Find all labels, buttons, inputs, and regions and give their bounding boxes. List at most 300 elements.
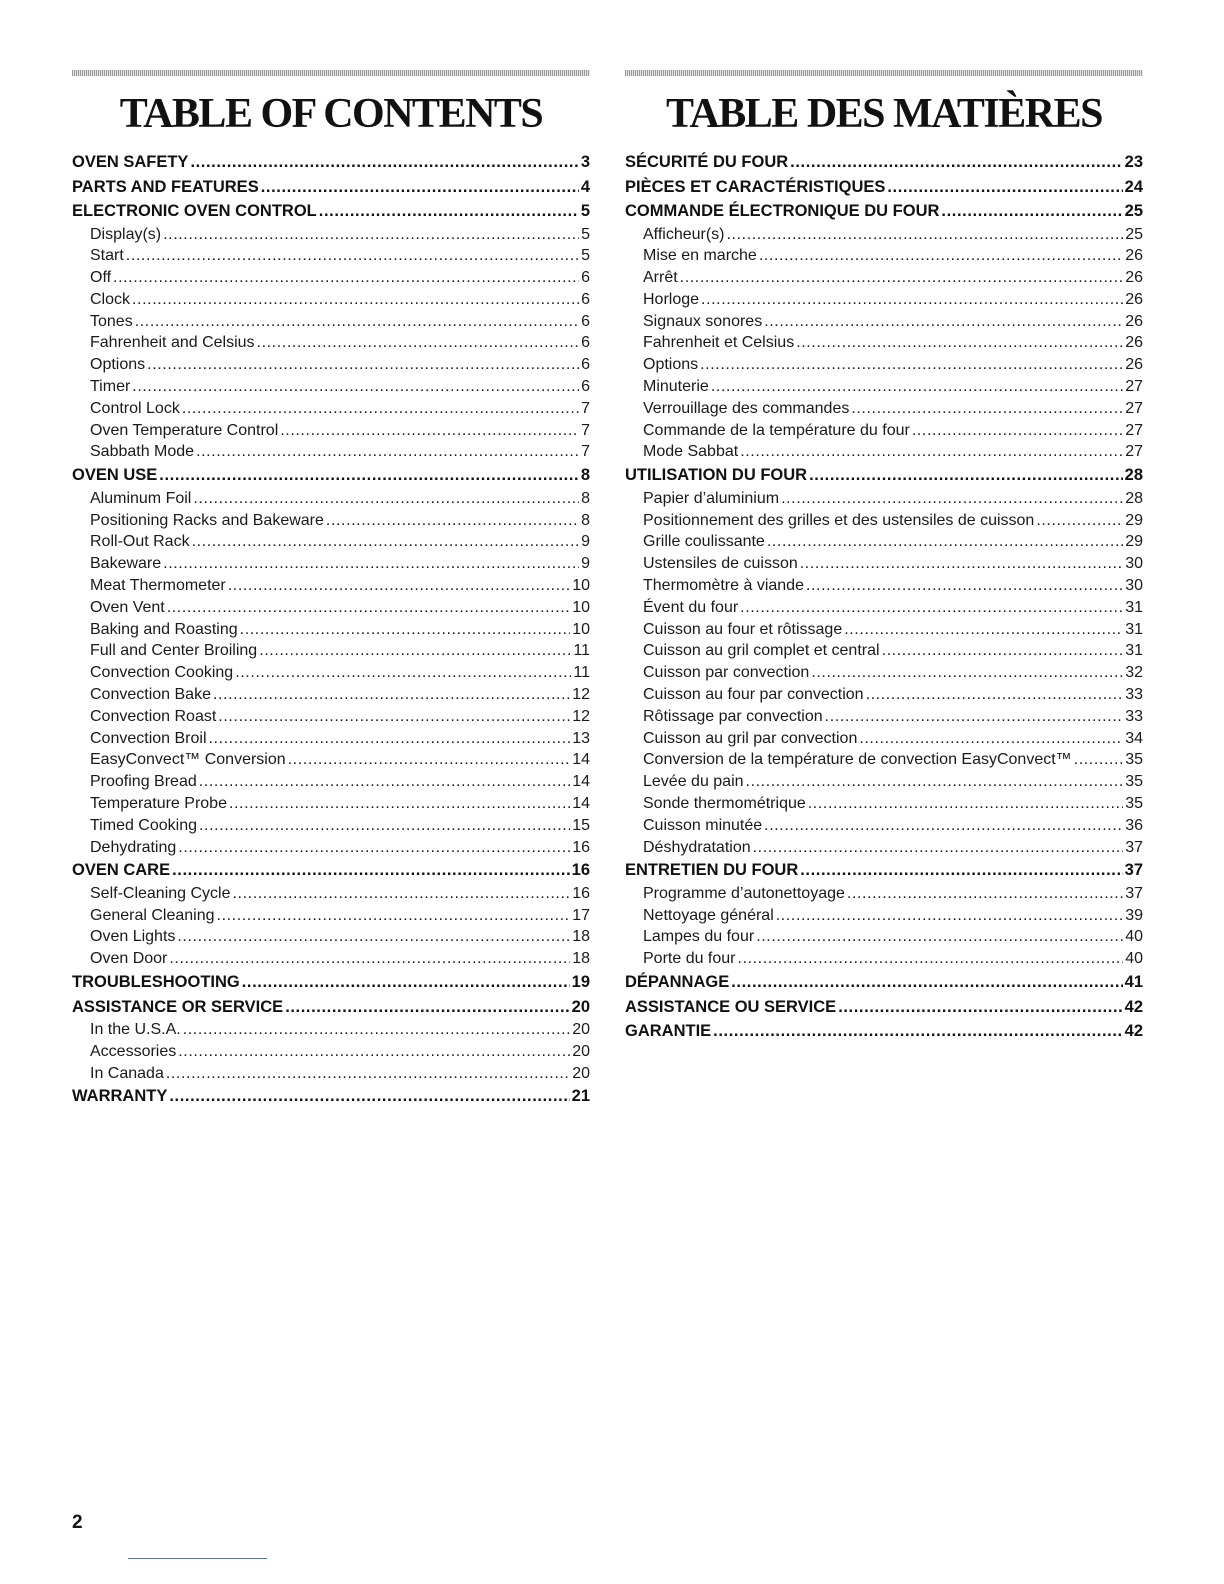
entry-label: Sonde thermométrique — [643, 794, 806, 812]
dot-leader — [167, 597, 570, 619]
dot-leader — [781, 488, 1123, 510]
toc-subsection-entry — [625, 905, 1143, 927]
entry-page-number: 6 — [581, 269, 590, 287]
dot-leader — [740, 597, 1123, 619]
entry-label: Signaux sonores — [643, 312, 763, 330]
toc-subsection-entry — [72, 224, 590, 246]
dot-leader — [767, 531, 1123, 553]
entry-label: Control Lock — [90, 399, 180, 417]
header-rule — [625, 70, 1143, 76]
toc-subsection-entry — [72, 905, 590, 927]
dot-leader — [882, 640, 1124, 662]
entry-label: ASSISTANCE OU SERVICE — [625, 997, 837, 1016]
entry-label: Options — [90, 356, 146, 374]
entry-label: Papier d’aluminium — [643, 489, 780, 507]
dot-leader — [217, 905, 571, 927]
entry-page-number: 13 — [572, 729, 590, 747]
dot-leader — [132, 289, 579, 311]
entry-page-number: 41 — [1124, 973, 1143, 991]
dot-leader — [233, 883, 571, 905]
entry-page-number: 5 — [581, 225, 590, 243]
toc-subsection-entry — [72, 1019, 590, 1041]
dot-leader — [838, 995, 1122, 1020]
dot-leader — [183, 1019, 570, 1041]
toc-subsection-entry — [625, 815, 1143, 837]
toc-section-entry — [625, 1019, 1143, 1044]
entry-label: Cuisson au gril par convection — [643, 729, 858, 747]
toc-subsection-entry — [72, 883, 590, 905]
entry-label: Minuterie — [643, 378, 709, 396]
dot-leader — [806, 575, 1123, 597]
dot-leader — [126, 245, 579, 267]
toc-section-entry — [72, 150, 590, 175]
entry-page-number: 33 — [1125, 707, 1143, 725]
dot-leader — [825, 706, 1124, 728]
toc-subsection-entry — [625, 398, 1143, 420]
toc-subsection-entry — [625, 332, 1143, 354]
entry-label: Cuisson par convection — [643, 664, 810, 682]
entry-label: Oven Door — [90, 950, 168, 968]
toc-subsection-entry — [72, 706, 590, 728]
dot-leader — [132, 376, 579, 398]
dot-leader — [259, 640, 571, 662]
dot-leader — [213, 684, 570, 706]
toc-subsection-entry — [625, 488, 1143, 510]
toc-subsection-entry — [625, 926, 1143, 948]
toc-subsection-entry — [72, 267, 590, 289]
dot-leader — [776, 905, 1123, 927]
entry-page-number: 9 — [581, 533, 590, 551]
entry-page-number: 42 — [1124, 997, 1143, 1016]
entry-label: Cuisson minutée — [643, 816, 763, 834]
toc-section-entry — [72, 1084, 590, 1109]
toc-subsection-entry — [72, 597, 590, 619]
entry-page-number: 6 — [581, 334, 590, 352]
dot-leader — [764, 311, 1123, 333]
entry-page-number: 14 — [572, 751, 590, 769]
entry-label: Start — [90, 247, 124, 265]
entry-label: OVEN CARE — [72, 861, 171, 880]
toc-subsection-entry — [625, 837, 1143, 859]
toc-title: TABLE DES MATIÈRES — [666, 91, 1102, 137]
dot-leader — [759, 245, 1123, 267]
dot-leader — [680, 267, 1124, 289]
toc-subsection-entry — [72, 376, 590, 398]
dot-leader — [196, 441, 579, 463]
entry-label: OVEN SAFETY — [72, 153, 189, 171]
toc-subsection-entry — [625, 420, 1143, 442]
entry-page-number: 4 — [580, 177, 590, 196]
dot-leader — [169, 948, 570, 970]
dot-leader — [228, 575, 570, 597]
entry-page-number: 24 — [1124, 177, 1143, 196]
entry-page-number: 27 — [1125, 421, 1143, 439]
dot-leader — [182, 398, 579, 420]
entry-label: Thermomètre à viande — [643, 576, 804, 594]
entry-page-number: 31 — [1125, 598, 1143, 616]
entry-label: General Cleaning — [90, 906, 215, 924]
dot-leader — [746, 771, 1124, 793]
entry-page-number: 37 — [1125, 884, 1143, 902]
entry-page-number: 6 — [581, 356, 590, 374]
dot-leader — [135, 311, 579, 333]
entry-page-number: 27 — [1125, 378, 1143, 396]
entry-page-number: 7 — [581, 421, 590, 439]
toc-subsection-entry — [625, 354, 1143, 376]
dot-leader — [800, 858, 1122, 883]
toc-subsection-entry — [72, 289, 590, 311]
entry-page-number: 16 — [572, 838, 590, 856]
entry-page-number: 21 — [571, 1087, 590, 1106]
dot-leader — [280, 420, 579, 442]
dot-leader — [808, 793, 1123, 815]
contents-column-french — [625, 70, 1143, 1044]
entry-page-number: 8 — [581, 489, 590, 507]
entry-label: Cuisson au four par convection — [643, 685, 864, 703]
dot-leader — [912, 420, 1123, 442]
page-number: 2 — [72, 1512, 83, 1533]
toc-subsection-entry — [72, 728, 590, 750]
entry-label: Ustensiles de cuisson — [643, 555, 798, 573]
entry-label: Lampes du four — [643, 928, 755, 946]
entry-page-number: 8 — [581, 511, 590, 529]
entry-label: Grille coulissante — [643, 533, 765, 551]
dot-leader — [811, 662, 1123, 684]
dot-leader — [809, 463, 1123, 488]
entry-label: Sabbath Mode — [90, 443, 195, 461]
entry-label: Horloge — [643, 290, 700, 308]
entry-page-number: 19 — [571, 973, 590, 991]
entry-page-number: 39 — [1125, 906, 1143, 924]
dot-leader — [713, 1019, 1122, 1044]
dot-leader — [1074, 749, 1124, 771]
dot-leader — [790, 150, 1122, 175]
entry-label: PIÈCES ET CARACTÉRISTIQUES — [625, 177, 886, 196]
toc-section-entry — [625, 995, 1143, 1020]
entry-label: Oven Lights — [90, 928, 176, 946]
dot-leader — [866, 684, 1124, 706]
entry-label: ENTRETIEN DU FOUR — [625, 861, 799, 880]
dot-leader — [113, 267, 579, 289]
entry-label: Convection Broil — [90, 729, 207, 747]
entry-page-number: 29 — [1125, 511, 1143, 529]
entry-label: Full and Center Broiling — [90, 642, 258, 660]
toc-subsection-entry — [72, 531, 590, 553]
entry-page-number: 12 — [572, 685, 590, 703]
entry-page-number: 30 — [1125, 576, 1143, 594]
toc-section-entry — [72, 858, 590, 883]
entry-label: Oven Vent — [90, 598, 165, 616]
entry-page-number: 14 — [572, 773, 590, 791]
toc-subsection-entry — [72, 311, 590, 333]
toc-list — [625, 150, 1143, 1044]
toc-subsection-entry — [625, 619, 1143, 641]
entry-page-number: 15 — [572, 816, 590, 834]
entry-page-number: 20 — [572, 1064, 590, 1082]
entry-page-number: 32 — [1125, 664, 1143, 682]
toc-subsection-entry — [625, 575, 1143, 597]
toc-section-entry — [72, 995, 590, 1020]
toc-subsection-entry — [625, 441, 1143, 463]
entry-page-number: 11 — [573, 664, 590, 682]
toc-subsection-entry — [625, 706, 1143, 728]
entry-page-number: 10 — [572, 598, 590, 616]
entry-page-number: 40 — [1125, 950, 1143, 968]
entry-label: ELECTRONIC OVEN CONTROL — [72, 202, 317, 220]
entry-page-number: 16 — [571, 861, 590, 880]
entry-label: Verrouillage des commandes — [643, 399, 850, 417]
entry-label: Convection Roast — [90, 707, 217, 725]
dot-leader — [166, 1063, 570, 1085]
entry-label: Options — [643, 356, 699, 374]
entry-label: PARTS AND FEATURES — [72, 177, 259, 196]
toc-subsection-entry — [625, 793, 1143, 815]
entry-page-number: 27 — [1125, 399, 1143, 417]
entry-page-number: 26 — [1125, 247, 1143, 265]
dot-leader — [193, 488, 579, 510]
toc-subsection-entry — [625, 376, 1143, 398]
entry-page-number: 26 — [1125, 356, 1143, 374]
entry-label: Oven Temperature Control — [90, 421, 279, 439]
entry-page-number: 9 — [581, 555, 590, 573]
entry-label: Déshydratation — [643, 838, 751, 856]
entry-page-number: 26 — [1125, 290, 1143, 308]
entry-label: Tones — [90, 312, 133, 330]
entry-page-number: 30 — [1125, 555, 1143, 573]
entry-label: Convection Cooking — [90, 664, 234, 682]
entry-page-number: 28 — [1124, 466, 1143, 485]
entry-label: Commande de la température du four — [643, 421, 910, 439]
entry-label: Positionnement des grilles et des ustensiles de cuisson — [643, 511, 1035, 529]
entry-label: Dehydrating — [90, 838, 177, 856]
toc-subsection-entry — [625, 245, 1143, 267]
entry-label: Nettoyage général — [643, 906, 774, 924]
entry-page-number: 31 — [1125, 642, 1143, 660]
entry-page-number: 5 — [580, 202, 590, 220]
dot-leader — [731, 970, 1122, 995]
dot-leader — [288, 749, 571, 771]
dot-leader — [209, 728, 571, 750]
toc-subsection-entry — [625, 510, 1143, 532]
header-rule — [72, 70, 590, 76]
entry-page-number: 20 — [572, 1021, 590, 1038]
entry-label: Accessories — [90, 1042, 177, 1060]
entry-label: Temperature Probe — [90, 794, 227, 812]
toc-subsection-entry — [72, 662, 590, 684]
entry-label: GARANTIE — [625, 1022, 712, 1040]
entry-page-number: 18 — [572, 928, 590, 946]
toc-subsection-entry — [72, 926, 590, 948]
toc-subsection-entry — [72, 749, 590, 771]
dot-leader — [319, 199, 579, 224]
dot-leader — [711, 376, 1123, 398]
dot-leader — [235, 662, 571, 684]
toc-subsection-entry — [625, 597, 1143, 619]
toc-subsection-entry — [625, 771, 1143, 793]
entry-label: Arrêt — [643, 269, 678, 287]
dot-leader — [941, 199, 1122, 224]
entry-label: Proofing Bread — [90, 773, 197, 791]
dot-leader — [859, 728, 1123, 750]
entry-page-number: 8 — [580, 466, 590, 485]
toc-subsection-entry — [72, 837, 590, 859]
toc-subsection-entry — [72, 510, 590, 532]
toc-subsection-entry — [72, 575, 590, 597]
entry-label: Roll-Out Rack — [90, 533, 190, 551]
dot-leader — [756, 926, 1123, 948]
entry-page-number: 12 — [572, 707, 590, 725]
toc-subsection-entry — [72, 332, 590, 354]
entry-page-number: 35 — [1125, 794, 1143, 812]
dot-leader — [753, 837, 1124, 859]
dot-leader — [727, 224, 1124, 246]
entry-page-number: 36 — [1125, 816, 1143, 834]
dot-leader — [190, 150, 578, 175]
entry-label: TROUBLESHOOTING — [72, 973, 240, 991]
entry-page-number: 14 — [572, 794, 590, 812]
dot-leader — [851, 398, 1123, 420]
entry-label: Cuisson au gril complet et central — [643, 642, 880, 660]
toc-section-entry — [72, 199, 590, 224]
dot-leader — [192, 531, 580, 553]
dot-leader — [1036, 510, 1123, 532]
entry-label: In Canada — [90, 1064, 164, 1082]
dot-leader — [218, 706, 570, 728]
dot-leader — [147, 354, 579, 376]
toc-title: TABLE OF CONTENTS — [119, 91, 543, 137]
entry-label: Meat Thermometer — [90, 576, 226, 594]
toc-subsection-entry — [72, 420, 590, 442]
dot-leader — [178, 1041, 570, 1063]
toc-subsection-entry — [625, 948, 1143, 970]
entry-label: Positioning Racks and Bakeware — [90, 511, 324, 529]
toc-subsection-entry — [625, 289, 1143, 311]
dot-leader — [701, 289, 1123, 311]
toc-subsection-entry — [625, 728, 1143, 750]
dot-leader — [740, 441, 1123, 463]
toc-subsection-entry — [72, 815, 590, 837]
toc-subsection-entry — [72, 354, 590, 376]
entry-page-number: 18 — [572, 950, 590, 968]
dot-leader — [261, 175, 579, 200]
entry-page-number: 23 — [1124, 153, 1143, 171]
toc-section-entry — [625, 463, 1143, 488]
dot-leader — [887, 175, 1122, 200]
toc-subsection-entry — [72, 771, 590, 793]
toc-list — [72, 150, 590, 1109]
toc-section-entry — [625, 199, 1143, 224]
entry-label: Off — [90, 269, 112, 287]
entry-label: Timer — [90, 378, 131, 396]
entry-page-number: 26 — [1125, 269, 1143, 287]
entry-label: Fahrenheit and Celsius — [90, 334, 255, 352]
dot-leader — [229, 793, 570, 815]
entry-label: COMMANDE ÉLECTRONIQUE DU FOUR — [625, 202, 940, 220]
toc-subsection-entry — [625, 640, 1143, 662]
entry-label: Clock — [90, 290, 131, 308]
entry-label: ASSISTANCE OR SERVICE — [72, 997, 284, 1016]
entry-page-number: 11 — [573, 642, 590, 660]
entry-label: Baking and Roasting — [90, 620, 238, 638]
entry-label: SÉCURITÉ DU FOUR — [625, 153, 789, 171]
toc-section-entry — [72, 463, 590, 488]
toc-subsection-entry — [625, 267, 1143, 289]
dot-leader — [257, 332, 580, 354]
entry-page-number: 42 — [1124, 1022, 1143, 1040]
entry-page-number: 5 — [581, 247, 590, 265]
entry-label: Display(s) — [90, 225, 162, 243]
dot-leader — [738, 948, 1124, 970]
entry-label: EasyConvect™ Conversion — [90, 751, 286, 769]
toc-section-entry — [72, 175, 590, 200]
entry-page-number: 25 — [1125, 225, 1143, 243]
entry-label: Timed Cooking — [90, 816, 198, 834]
entry-page-number: 33 — [1125, 685, 1143, 703]
entry-label: Rôtissage par convection — [643, 707, 823, 725]
dot-leader — [700, 354, 1123, 376]
toc-section-entry — [72, 970, 590, 995]
toc-subsection-entry — [72, 684, 590, 706]
entry-page-number: 26 — [1125, 334, 1143, 352]
toc-subsection-entry — [72, 793, 590, 815]
entry-label: Afficheur(s) — [643, 225, 725, 243]
toc-subsection-entry — [625, 224, 1143, 246]
entry-page-number: 6 — [581, 290, 590, 308]
dot-leader — [199, 771, 570, 793]
entry-page-number: 7 — [581, 443, 590, 461]
dot-leader — [163, 553, 579, 575]
entry-page-number: 26 — [1125, 312, 1143, 330]
toc-section-entry — [625, 858, 1143, 883]
dot-leader — [159, 463, 579, 488]
entry-label: Évent du four — [643, 598, 739, 616]
dot-leader — [172, 858, 570, 883]
entry-label: UTILISATION DU FOUR — [625, 466, 808, 485]
toc-section-entry — [625, 970, 1143, 995]
entry-page-number: 35 — [1125, 773, 1143, 791]
entry-label: Convection Bake — [90, 685, 211, 703]
entry-page-number: 34 — [1125, 729, 1143, 747]
footer-line — [128, 1558, 267, 1559]
entry-label: Mode Sabbat — [643, 443, 739, 461]
entry-label: Aluminum Foil — [90, 489, 192, 507]
toc-section-entry — [625, 150, 1143, 175]
entry-label: Cuisson au four et rôtissage — [643, 620, 843, 638]
entry-page-number: 37 — [1125, 838, 1143, 856]
toc-subsection-entry — [625, 749, 1143, 771]
toc-subsection-entry — [72, 1063, 590, 1085]
toc-subsection-entry — [72, 619, 590, 641]
dot-leader — [844, 619, 1123, 641]
entry-page-number: 29 — [1125, 533, 1143, 551]
entry-label: Programme d’autonettoyage — [643, 884, 845, 902]
entry-label: Levée du pain — [643, 773, 744, 791]
toc-subsection-entry — [625, 311, 1143, 333]
entry-label: WARRANTY — [72, 1087, 168, 1106]
entry-page-number: 10 — [572, 576, 590, 594]
dot-leader — [169, 1084, 569, 1109]
dot-leader — [326, 510, 579, 532]
entry-page-number: 17 — [572, 906, 590, 924]
entry-page-number: 40 — [1125, 928, 1143, 946]
entry-label: Mise en marche — [643, 247, 757, 265]
toc-subsection-entry — [625, 662, 1143, 684]
dot-leader — [847, 883, 1123, 905]
entry-page-number: 3 — [580, 153, 590, 171]
entry-page-number: 10 — [572, 620, 590, 638]
entry-page-number: 20 — [572, 1042, 590, 1060]
entry-page-number: 28 — [1125, 489, 1143, 507]
